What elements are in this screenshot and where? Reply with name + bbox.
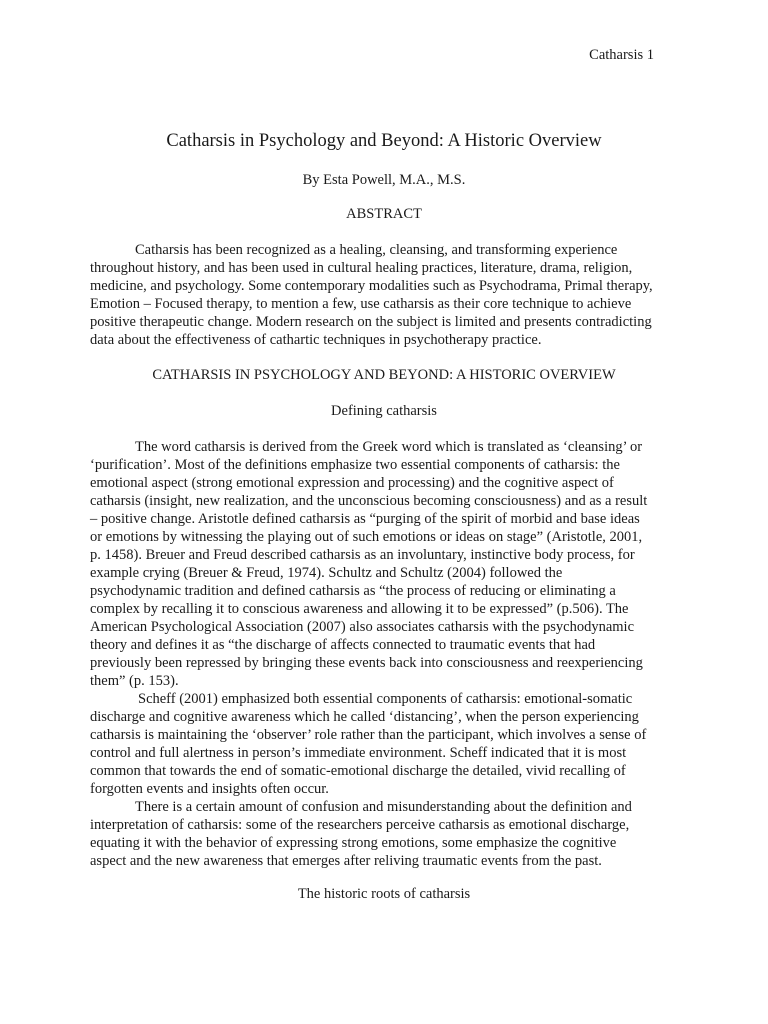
paragraph-line: emotional aspect (strong emotional expression and processing) and the cognitive aspect of xyxy=(90,475,614,491)
paragraph-definition xyxy=(90,438,680,870)
subheading-defining-catharsis: Defining catharsis xyxy=(331,403,437,419)
paragraph-line: Scheff (2001) emphasized both essential components of catharsis: emotional-somatic xyxy=(138,691,633,707)
paper-title: Catharsis in Psychology and Beyond: A Historic Overview xyxy=(166,131,602,151)
abstract-line: data about the effectiveness of cathartic techniques in psychotherapy practice. xyxy=(90,332,542,348)
paragraph-line: equating it with the behavior of expressing strong emotions, some emphasize the cognitive xyxy=(90,835,617,851)
paragraph-line: interpretation of catharsis: some of the researchers perceive catharsis as emotional discharge, xyxy=(90,817,630,833)
abstract-line: Catharsis has been recognized as a healing, cleansing, and transforming experience xyxy=(135,242,618,258)
paragraph-line: previously been repressed by bringing these events back into consciousness and reexperiencing xyxy=(90,655,643,671)
section-heading: CATHARSIS IN PSYCHOLOGY AND BEYOND: A HISTORIC OVERVIEW xyxy=(152,367,616,383)
paragraph-line: common that towards the end of somatic-emotional discharge the detailed, vivid recalling of xyxy=(90,763,626,779)
paragraph-line: – positive change. Aristotle defined catharsis as “purging of the spirit of morbid and base ideas xyxy=(90,511,640,527)
paragraph-line: theory and defines it as “the discharge of affects connected to traumatic events that had xyxy=(90,637,596,653)
running-head: Catharsis 1 xyxy=(589,47,654,63)
paragraph-line: ‘purification’. Most of the definitions emphasize two essential components of catharsis: the xyxy=(90,457,620,473)
paragraph-line: complex by recalling it to conscious awareness and allowing it to be expressed” (p.506). The xyxy=(90,601,629,617)
paragraph-line: catharsis (insight, new realization, and the unconscious becoming consciousness) and as a result xyxy=(90,493,648,509)
paragraph-line: catharsis is maintaining the ‘observer’ role rather than the participant, which involves a sense of xyxy=(90,727,647,743)
paragraph-line: example crying (Breuer & Freud, 1974). Schultz and Schultz (2004) followed the xyxy=(90,565,563,581)
paragraph-line: aspect and the new awareness that emerges after reliving traumatic events from the past. xyxy=(90,853,602,869)
paragraph-line: discharge and cognitive awareness which he called ‘distancing’, when the person experiencing xyxy=(90,709,639,725)
abstract-line: medicine, and psychology. Some contemporary modalities such as Psychodrama, Primal therapy, xyxy=(90,278,653,294)
paragraph-line: p. 1458). Breuer and Freud described catharsis as an involuntary, instinctive body process, for xyxy=(90,547,635,563)
abstract-line: throughout history, and has been used in cultural healing practices, literature, drama, religion, xyxy=(90,260,633,276)
paragraph-line: psychodynamic tradition and defined catharsis as “the process of reducing or eliminating a xyxy=(90,583,616,599)
paragraph-line: The word catharsis is derived from the Greek word which is translated as ‘cleansing’ or xyxy=(135,439,643,455)
abstract-paragraph xyxy=(90,241,680,349)
abstract-line: Emotion – Focused therapy, to mention a few, use catharsis as their core technique to achieve xyxy=(90,296,632,312)
paragraph-line: forgotten events and insights often occur. xyxy=(90,781,329,797)
paragraph-line: There is a certain amount of confusion and misunderstanding about the definition and xyxy=(135,799,632,815)
subheading-historic-roots: The historic roots of catharsis xyxy=(297,886,471,902)
author-byline: By Esta Powell, M.A., M.S. xyxy=(302,172,466,188)
abstract-line: positive therapeutic change. Modern research on the subject is limited and presents contradicting xyxy=(90,314,652,330)
abstract-heading: ABSTRACT xyxy=(346,206,422,222)
paragraph-line: or emotions by witnessing the playing out of such emotions or ideas on stage” (Aristotle, 2001, xyxy=(90,529,643,545)
paragraph-line: control and full alertness in person’s immediate environment. Scheff indicated that it is most xyxy=(90,745,627,761)
paragraph-line: them” (p. 153). xyxy=(90,673,179,689)
paragraph-line: American Psychological Association (2007) also associates catharsis with the psychodynamic xyxy=(90,619,635,635)
